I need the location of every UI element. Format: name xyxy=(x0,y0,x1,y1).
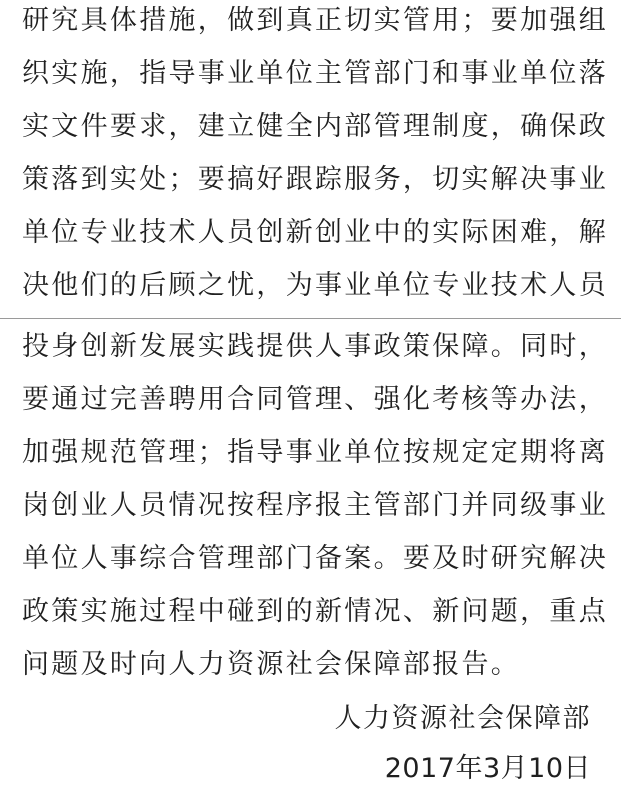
body-text-line: 加强规范管理；指导事业单位按规定定期将离 xyxy=(22,437,608,468)
body-text-line: 问题及时向人力资源社会保障部报告。 xyxy=(22,649,521,680)
document-bottom-segment xyxy=(0,318,621,791)
issue-date: 2017年3月10日 xyxy=(384,753,591,784)
body-text-line: 织实施，指导事业单位主管部门和事业单位落 xyxy=(22,58,608,89)
body-text-line: 研究具体措施，做到真正切实管用；要加强组 xyxy=(22,5,608,36)
body-text-line: 单位专业技术人员创新创业中的实际困难，解 xyxy=(22,217,608,248)
body-text-line: 单位人事综合管理部门备案。要及时研究解决 xyxy=(22,543,608,574)
body-text-line: 决他们的后顾之忧，为事业单位专业技术人员 xyxy=(22,270,608,301)
body-text-line: 要通过完善聘用合同管理、强化考核等办法， xyxy=(22,384,608,415)
body-text-line: 岗创业人员情况按程序报主管部门并同级事业 xyxy=(22,490,608,521)
body-text-line: 政策实施过程中碰到的新情况、新问题，重点 xyxy=(22,596,608,627)
body-text-line: 投身创新发展实践提供人事政策保障。同时， xyxy=(22,331,608,362)
body-text-line: 实文件要求，建立健全内部管理制度，确保政 xyxy=(22,111,608,142)
body-text-line: 策落到实处；要搞好跟踪服务，切实解决事业 xyxy=(22,164,608,195)
document-top-segment xyxy=(0,0,621,318)
issuer-signature: 人力资源社会保障部 xyxy=(334,703,591,734)
